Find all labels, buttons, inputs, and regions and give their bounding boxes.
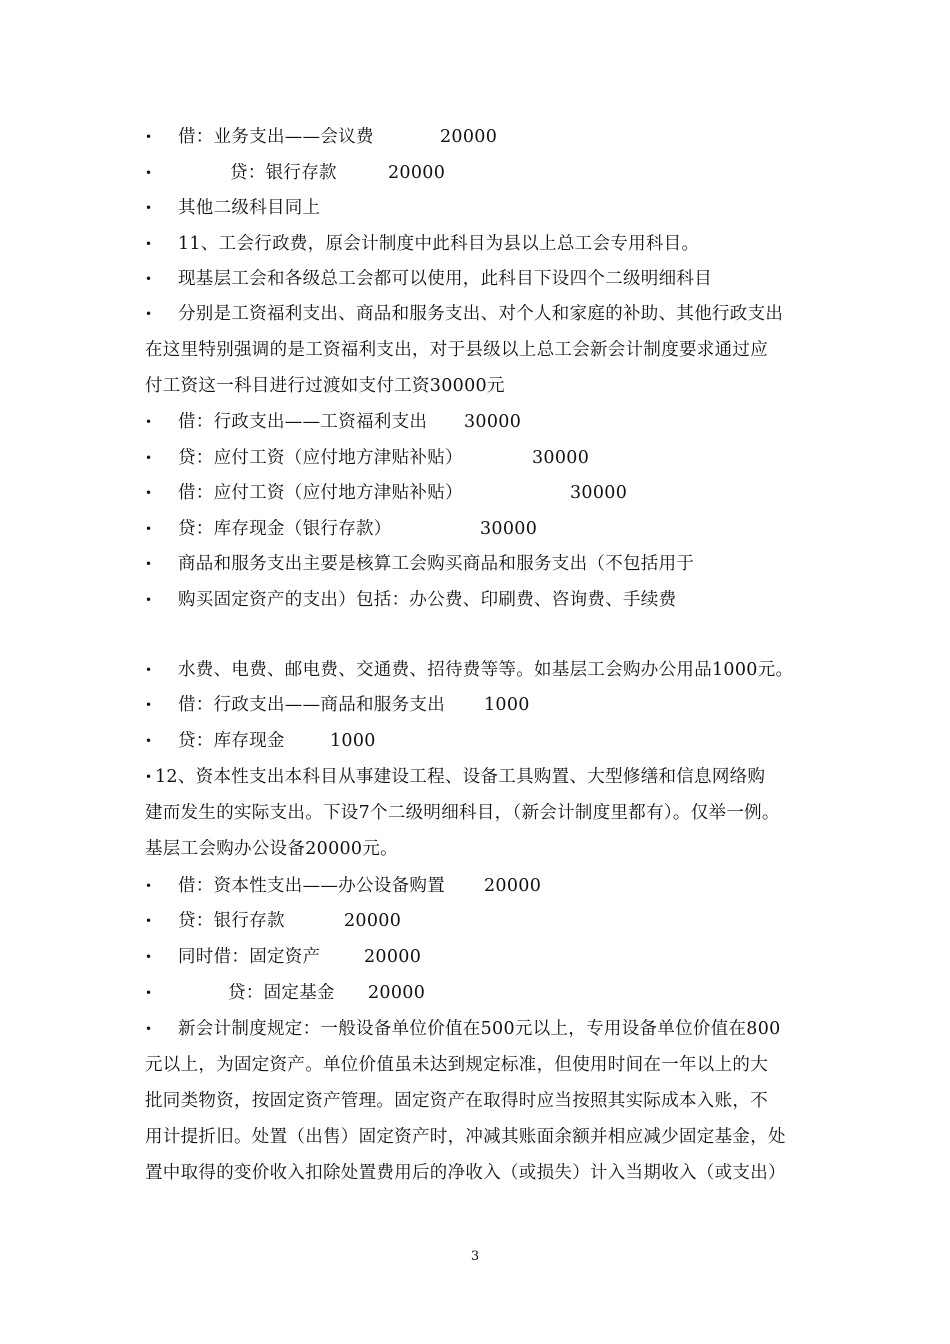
entry-amount: 20000 <box>388 163 446 183</box>
entry-amount: 20000 <box>368 983 426 1003</box>
entry-text: 借：行政支出——商品和服务支出 1000 <box>178 687 445 723</box>
paragraph-line <box>145 296 815 332</box>
entry-amount: 1000 <box>484 695 530 715</box>
paragraph-line <box>145 1011 815 1047</box>
journal-entry-line <box>145 440 815 476</box>
line-text: 元以上，为固定资产。单位价值虽未达到规定标准，但使用时间在一年以上的大 <box>145 1055 768 1075</box>
bullet: • <box>145 879 153 893</box>
paragraph-line <box>145 582 815 618</box>
entry-amount: 1000 <box>330 731 376 751</box>
entry-text: 借：资本性支出——办公设备购置 20000 <box>178 868 445 904</box>
entry-amount: 30000 <box>480 519 538 539</box>
line-text: 建而发生的实际支出。下设7个二级明细科目，（新会计制度里都有）。仅举一例。 <box>145 803 780 823</box>
entry-amount: 20000 <box>440 127 498 147</box>
bullet: • <box>145 237 153 251</box>
paragraph-line <box>145 261 815 297</box>
line-text: 购买固定资产的支出）包括：办公费、印刷费、咨询费、手续费 <box>178 590 677 610</box>
line-text: 用计提折旧。处置（出售）固定资产时，冲减其账面余额并相应减少固定基金，处 <box>145 1127 786 1147</box>
line-text: 其他二级科目同上 <box>178 198 321 218</box>
paragraph-line <box>145 795 815 831</box>
paragraph-line <box>145 226 815 262</box>
bullet: • <box>145 950 153 964</box>
entry-text: 同时借：固定资产 20000 <box>178 939 320 975</box>
line-text: 置中取得的变价收入扣除处置费用后的净收入（或损失）计入当期收入（或支出） <box>145 1163 786 1183</box>
bullet: • <box>145 272 153 286</box>
line-text: 11、工会行政费，原会计制度中此科目为县以上总工会专用科目。 <box>178 234 700 254</box>
entry-text: 贷：库存现金 1000 <box>178 723 285 759</box>
journal-entry-line <box>145 475 815 511</box>
entry-text: 贷：银行存款 20000 <box>230 155 337 191</box>
line-text: 批同类物资，按固定资产管理。固定资产在取得时应当按照其实际成本入账，不 <box>145 1091 768 1111</box>
paragraph-line <box>145 1155 815 1191</box>
entry-amount: 20000 <box>344 911 402 931</box>
journal-entry-line <box>145 687 815 723</box>
journal-entry-line <box>145 975 815 1011</box>
line-text: 付工资这一科目进行过渡如支付工资30000元 <box>145 376 505 396</box>
journal-entry-line <box>145 404 815 440</box>
bullet: • <box>145 593 153 607</box>
paragraph-line <box>145 1083 815 1119</box>
journal-entry-line <box>145 939 815 975</box>
entry-text: 借：业务支出——会议费 20000 <box>178 119 374 155</box>
bullet: • <box>145 734 153 748</box>
entry-amount: 30000 <box>570 483 628 503</box>
paragraph-line <box>145 368 815 404</box>
bullet: • <box>145 415 153 429</box>
journal-entry-line <box>145 903 815 939</box>
bullet: • <box>145 698 153 712</box>
paragraph-line <box>145 332 815 368</box>
line-text: 新会计制度规定：一般设备单位价值在500元以上，专用设备单位价值在800 <box>178 1019 781 1039</box>
paragraph-line <box>145 652 815 688</box>
line-text: 商品和服务支出主要是核算工会购买商品和服务支出（不包括用于 <box>178 554 695 574</box>
entry-amount: 30000 <box>464 412 522 432</box>
line-text: 12、资本性支出本科目从事建设工程、设备工具购置、大型修缮和信息网络购 <box>155 767 766 787</box>
paragraph-line <box>145 759 815 795</box>
bullet: • <box>145 307 153 321</box>
paragraph-line <box>145 190 815 226</box>
journal-entry-line <box>145 511 815 547</box>
entry-text: 贷：应付工资（应付地方津贴补贴） 30000 <box>178 440 463 476</box>
entry-text: 贷：固定基金 20000 <box>228 975 335 1011</box>
bullet: • <box>145 663 153 677</box>
bullet: • <box>145 201 153 215</box>
bullet: • <box>145 451 153 465</box>
entry-text: 借：应付工资（应付地方津贴补贴） 30000 <box>178 475 463 511</box>
entry-amount: 30000 <box>532 448 590 468</box>
journal-entry-line <box>145 119 815 155</box>
bullet: • <box>145 166 153 180</box>
entry-text: 贷：库存现金（银行存款） 30000 <box>178 511 392 547</box>
journal-entry-line <box>145 723 815 759</box>
line-text: 水费、电费、邮电费、交通费、招待费等等。如基层工会购办公用品1000元。 <box>178 660 794 680</box>
line-text: 基层工会购办公设备20000元。 <box>145 839 398 859</box>
bullet: • <box>145 986 153 1000</box>
paragraph-line <box>145 1119 815 1155</box>
journal-entry-line <box>145 155 815 191</box>
line-text: 在这里特别强调的是工资福利支出，对于县级以上总工会新会计制度要求通过应 <box>145 340 768 360</box>
entry-text: 贷：银行存款 20000 <box>178 903 285 939</box>
bullet: • <box>145 557 153 571</box>
bullet: • <box>145 770 153 784</box>
bullet: • <box>145 1022 153 1036</box>
line-text: 现基层工会和各级总工会都可以使用，此科目下设四个二级明细科目 <box>178 269 712 289</box>
journal-entry-line <box>145 868 815 904</box>
entry-text: 借：行政支出——工资福利支出 30000 <box>178 404 427 440</box>
paragraph-line <box>145 1047 815 1083</box>
paragraph-line <box>145 831 815 867</box>
paragraph-line <box>145 546 815 582</box>
bullet: • <box>145 522 153 536</box>
page-number: 3 <box>470 1249 480 1264</box>
entry-amount: 20000 <box>364 947 422 967</box>
line-text: 分别是工资福利支出、商品和服务支出、对个人和家庭的补助、其他行政支出 <box>178 304 784 324</box>
bullet: • <box>145 914 153 928</box>
bullet: • <box>145 130 153 144</box>
bullet: • <box>145 486 153 500</box>
entry-amount: 20000 <box>484 876 542 896</box>
